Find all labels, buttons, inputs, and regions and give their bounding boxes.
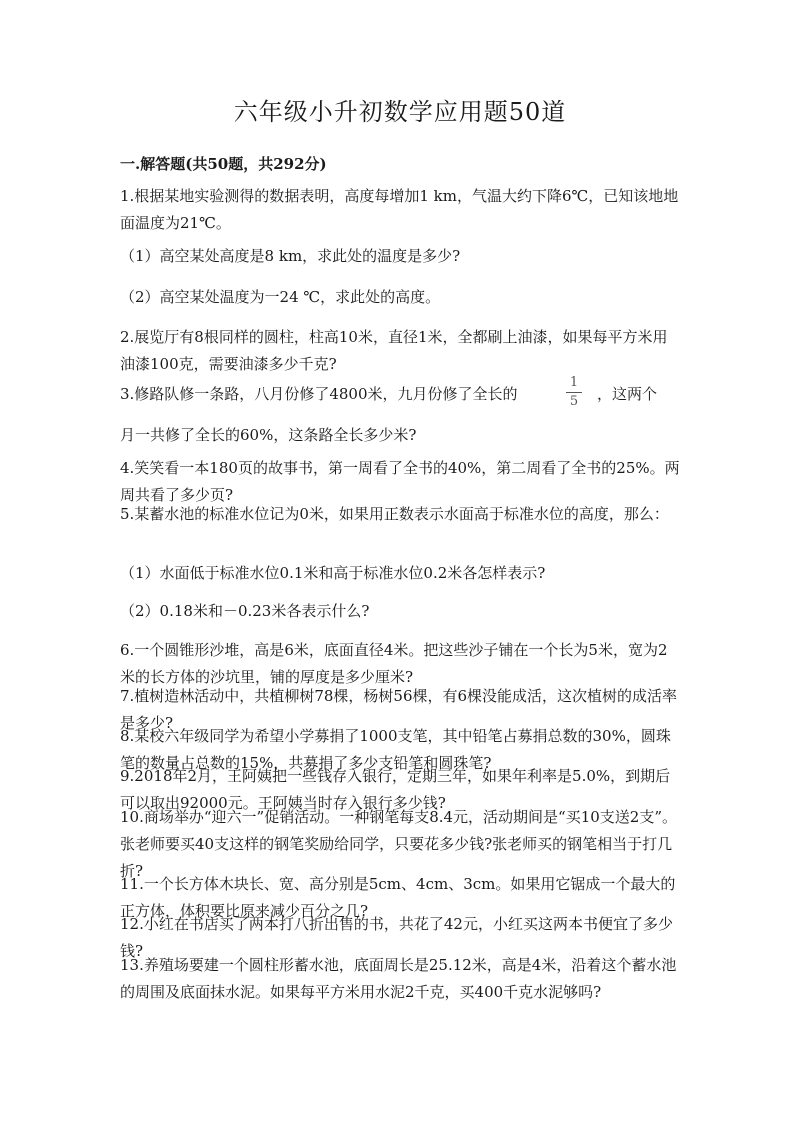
question-2: 2.展览厅有8根同样的圆柱，柱高10米，直径1米，全都刷上油漆，如果每平方米用油漆100克，需要油漆多少千克? [120,328,668,373]
question-3-part-2: ，这两个 [597,385,658,403]
question-11: 11.一个长方体木块长、宽、高分别是5cm、4cm、3cm。如果用它锯成一个最大的正方体，体积要比原来减少百分之几? [120,875,676,920]
question-1-sub-2: （2）高空某处温度为一24 ℃，求此处的高度。 [120,288,441,306]
question-6: 6.一个圆锥形沙堆，高是6米，底面直径4米。把这些沙子铺在一个长为5米，宽为2米的长方体的沙坑里，铺的厚度是多少厘米? [120,641,668,686]
question-4: 4.笑笑看一本180页的故事书，第一周看了全书的40%，第二周看了全书的25%。两周共看了多少页? [120,459,680,504]
question-1-stem: 1.根据某地实验测得的数据表明，高度每增加1 km，气温大约下降6℃，已知该地地面温度为21℃。 [120,187,679,232]
fraction-denominator: 5 [569,394,579,409]
question-7: 7.植树造林活动中，共植柳树78棵，杨树56棵，有6棵没能成活，这次植树的成活率是多少? [120,687,678,732]
question-5-sub-2: （2）0.18米和－0.23米各表示什么? [120,602,370,620]
page-title: 六年级小升初数学应用题50道 [233,98,567,126]
section-heading: 一.解答题(共50题，共292分) [120,155,327,173]
question-9: 9.2018年2月，王阿姨把一些钱存入银行，定期三年，如果年利率是5.0%，到期后可以取出92000元。王阿姨当时存入银行多少钱? [120,767,671,812]
question-5-stem: 5.某蓄水池的标准水位记为0米，如果用正数表示水面高于标准水位的高度，那么： [120,505,669,523]
question-3-part-3: 月一共修了全长的60%，这条路全长多少米? [120,426,417,444]
question-3-part-1: 3.修路队修一条路，八月份修了4800米，九月份修了全长的 [120,385,518,403]
question-1-sub-1: （1）高空某处高度是8 km，求此处的温度是多少? [120,247,461,265]
question-5-sub-1: （1）水面低于标准水位0.1米和高于标准水位0.2米各怎样表示? [120,564,546,582]
question-10: 10.商场举办“迎六一”促销活动。一种钢笔每支8.4元，活动期间是“买10支送2支”。张老师要买40支这样的钢笔奖励给同学，只要花多少钱?张老师买的钢笔相当于打几折? [120,808,678,880]
question-13: 13.养殖场要建一个圆柱形蓄水池，底面周长是25.12米，高是4米，沿着这个蓄水池的周围及底面抹水泥。如果每平方米用水泥2千克，买400千克水泥够吗? [120,956,677,1001]
fraction-bar [566,392,582,393]
fraction-numerator: 1 [569,375,579,390]
fraction-one-fifth [565,376,583,409]
question-8: 8.某校六年级同学为希望小学募捐了1000支笔，其中铅笔占募捐总数的30%，圆珠笔的数量占总数的15%，共募捐了多少支铅笔和圆珠笔? [120,727,671,772]
question-12: 12.小红在书店买了两本打八折出售的书，共花了42元，小红买这两本书便宜了多少钱? [120,915,673,960]
